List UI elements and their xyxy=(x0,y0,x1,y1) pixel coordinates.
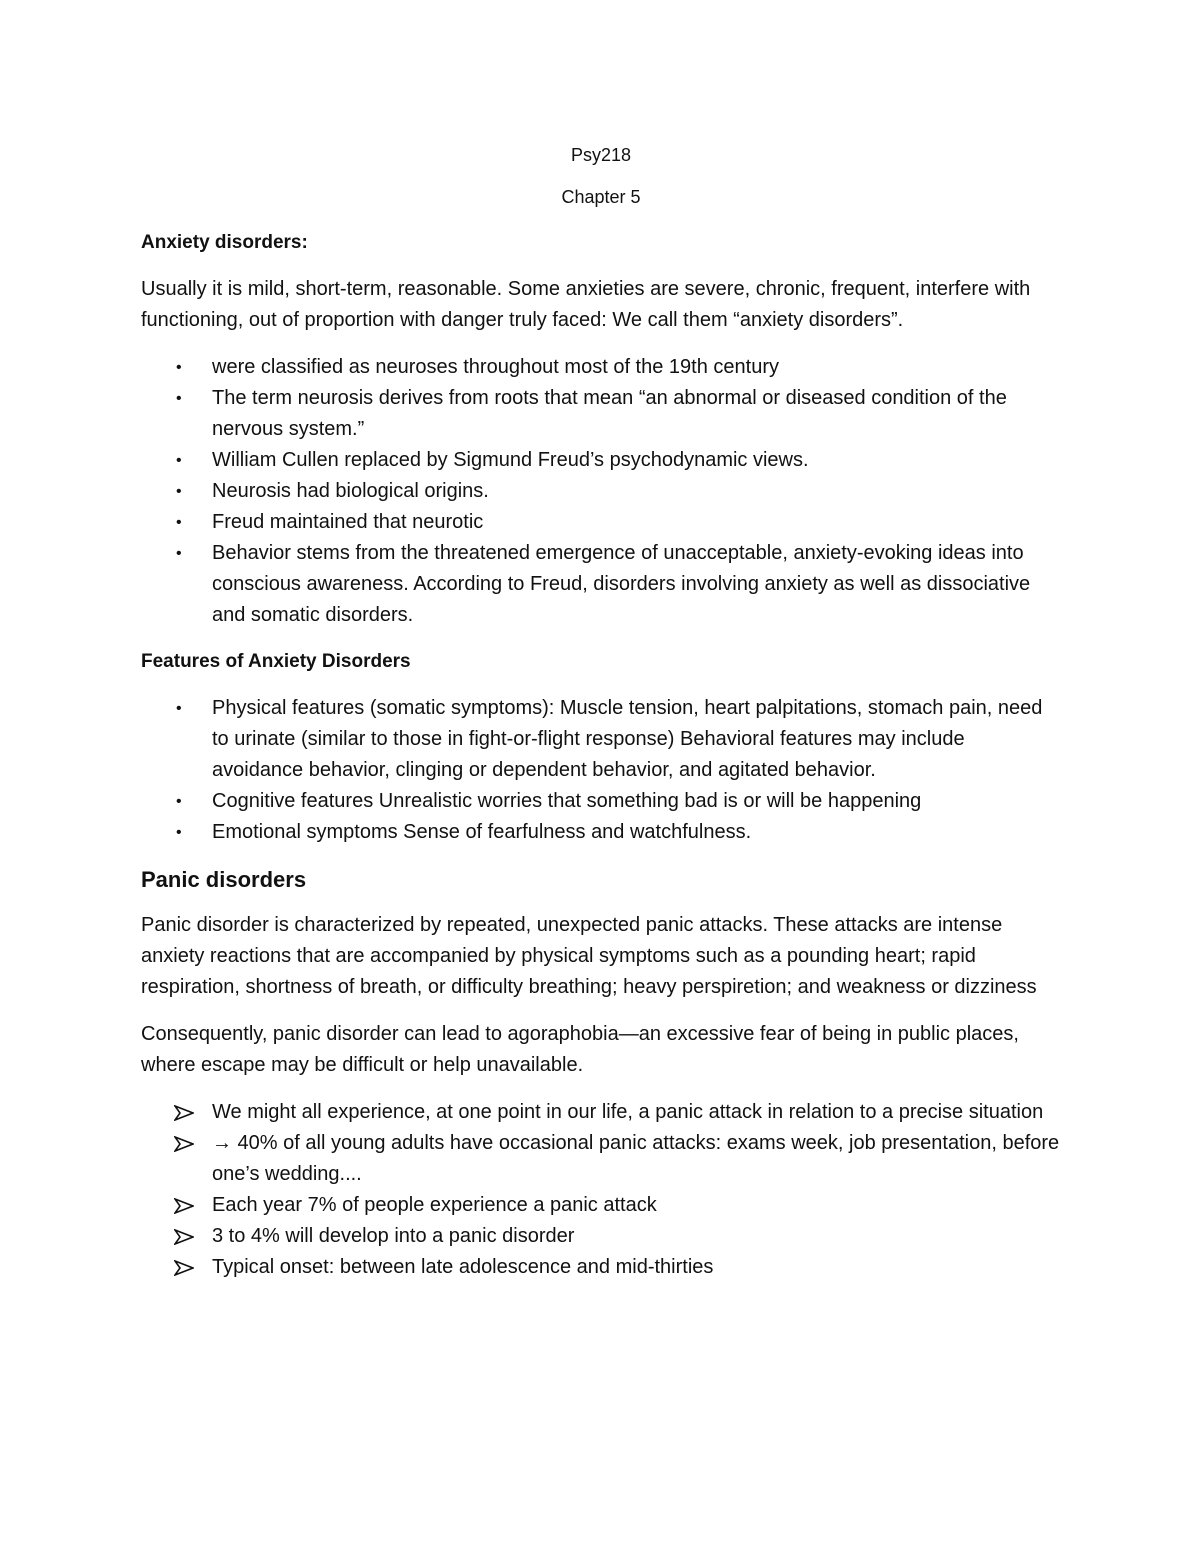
list-item xyxy=(141,476,1061,507)
list-item xyxy=(141,352,1061,383)
arrowhead-bullet-icon xyxy=(174,1097,202,1128)
list-item-text: Each year 7% of people experience a panic attack xyxy=(212,1194,657,1216)
bullet-icon: • xyxy=(176,390,182,407)
chapter-title: Chapter 5 xyxy=(561,187,641,207)
list-item-text: were classified as neuroses throughout most of the 19th century xyxy=(212,356,779,378)
anxiety-bullet-list xyxy=(141,352,1061,631)
list-item xyxy=(141,507,1061,538)
list-item-text: Freud maintained that neurotic xyxy=(212,511,484,533)
bullet-icon: • xyxy=(176,793,182,810)
list-item xyxy=(141,1128,1061,1190)
list-item-text: 3 to 4% will develop into a panic disorder xyxy=(212,1225,575,1247)
panic-paragraph-2: Consequently, panic disorder can lead to agoraphobia—an excessive fear of being in public places, where escape may be difficult or help unavailable. xyxy=(141,1023,1019,1076)
bullet-icon: • xyxy=(176,700,182,717)
course-title: Psy218 xyxy=(570,145,632,165)
anxiety-intro-paragraph: Usually it is mild, short-term, reasonable. Some anxieties are severe, chronic, frequent, interfere with functioning, out of proportion with danger truly faced: We call them “anxiety disorders”. xyxy=(141,278,1031,331)
section-heading-features: Features of Anxiety Disorders xyxy=(141,651,411,672)
list-item xyxy=(141,445,1061,476)
arrowhead-bullet-icon xyxy=(174,1190,202,1221)
document-body xyxy=(141,140,1061,1299)
list-item xyxy=(141,383,1061,445)
list-item xyxy=(141,693,1061,786)
features-bullet-list xyxy=(141,693,1061,848)
panic-arrow-list xyxy=(141,1097,1061,1283)
list-item-text: → 40% of all young adults have occasional panic attacks: exams week, job presentation, before one’s wedding.... xyxy=(212,1132,1060,1185)
list-item-text: William Cullen replaced by Sigmund Freud’s psychodynamic views. xyxy=(212,449,809,471)
list-item xyxy=(141,1190,1061,1221)
list-item-text: We might all experience, at one point in our life, a panic attack in relation to a precise situation xyxy=(212,1101,1044,1123)
list-item-text: Behavior stems from the threatened emergence of unacceptable, anxiety-evoking ideas into conscious awareness. According to Freud, disorders involving anxiety as well as dissociative and somatic disorders. xyxy=(212,542,1031,626)
list-item xyxy=(141,1252,1061,1283)
section-heading-anxiety-disorders: Anxiety disorders: xyxy=(141,232,308,253)
list-item xyxy=(141,1097,1061,1128)
section-heading-panic-disorders: Panic disorders xyxy=(141,867,307,892)
list-item-text: Cognitive features Unrealistic worries that something bad is or will be happening xyxy=(212,790,922,812)
list-item-text: Emotional symptoms Sense of fearfulness and watchfulness. xyxy=(212,821,752,843)
list-item xyxy=(141,817,1061,848)
bullet-icon: • xyxy=(176,824,182,841)
arrowhead-bullet-icon xyxy=(174,1221,202,1252)
bullet-icon: • xyxy=(176,483,182,500)
bullet-icon: • xyxy=(176,514,182,531)
arrowhead-bullet-icon xyxy=(174,1252,202,1283)
list-item xyxy=(141,1221,1061,1252)
list-item xyxy=(141,786,1061,817)
bullet-icon: • xyxy=(176,359,182,376)
arrowhead-bullet-icon xyxy=(174,1128,202,1159)
list-item xyxy=(141,538,1061,631)
bullet-icon: • xyxy=(176,452,182,469)
panic-paragraph-1: Panic disorder is characterized by repeated, unexpected panic attacks. These attacks are intense anxiety reactions that are accompanied by physical symptoms such as a pounding heart; rapid respiration, shortness of breath, or difficulty breathing; heavy perspiretion; and weakness or dizziness xyxy=(141,914,1037,998)
list-item-text: The term neurosis derives from roots that mean “an abnormal or diseased condition of the nervous system.” xyxy=(212,387,1007,440)
list-item-text: Physical features (somatic symptoms): Muscle tension, heart palpitations, stomach pain, need to urinate (similar to those in fight-or-flight response) Behavioral features may include avoidance behavior, clinging or dependent behavior, and agitated behavior. xyxy=(212,697,1043,781)
bullet-icon: • xyxy=(176,545,182,562)
list-item-text: Typical onset: between late adolescence and mid-thirties xyxy=(212,1256,714,1278)
list-item-text: Neurosis had biological origins. xyxy=(212,480,489,502)
